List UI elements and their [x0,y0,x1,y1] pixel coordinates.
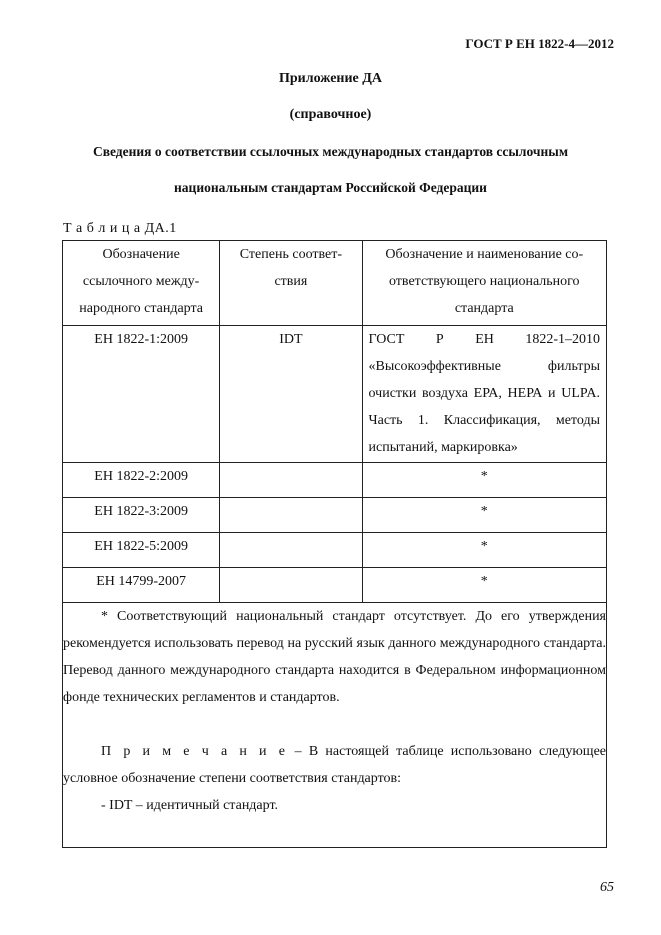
correspondence-table [62,240,607,848]
column-header-national-standard [362,241,606,326]
table-header-row [63,241,607,326]
degree-cell [220,533,362,568]
national-standard-cell: * [362,568,606,603]
table-row [63,326,607,463]
designation-cell: ЕН 1822-2:2009 [63,463,220,498]
column-header-designation [63,241,220,326]
note-text: – В настоящей таблице использовано следующее условное обозначение степени соответствия стандартов: [63,744,606,786]
document-code: ГОСТ Р ЕН 1822-4—2012 [465,36,614,51]
designation-cell: ЕН 1822-3:2009 [63,498,220,533]
header-line: ссылочного между- [82,274,200,289]
national-standard-cell: * [362,498,606,533]
header-line: Степень соответ- [239,247,343,262]
table-footnote-row [63,603,607,848]
national-standard-cell: * [362,463,606,498]
header-line: Обозначение [102,247,180,262]
header-line: ответствующего национального [388,274,580,289]
note-paragraph [63,738,606,792]
appendix-heading-line2: национальным стандартам Российской Федерации [174,180,487,195]
table-caption: Т а б л и ц а ДА.1 [63,221,177,236]
degree-cell: IDT [220,326,362,463]
header-line: стандарта [454,301,514,316]
appendix-title: Приложение ДА [278,71,383,86]
header-line: ствия [274,274,308,289]
page-number: 65 [600,880,614,895]
national-standard-cell: ГОСТ Р ЕН 1822-1–2010 «Высокоэффективные фильтры очистки воздуха ЕРА, НЕРА и ULPA. Часть 1. Классификация, методы испытаний, маркировка» [362,326,606,463]
designation-cell: ЕН 14799-2007 [63,568,220,603]
header-line: народного стандарта [79,301,203,316]
footnote-cell [63,603,607,848]
table-row [63,463,607,498]
designation-cell: ЕН 1822-1:2009 [63,326,220,463]
note-item: - IDT – идентичный стандарт. [101,798,279,813]
table-row [63,568,607,603]
degree-cell [220,568,362,603]
appendix-status: (справочное) [289,107,372,122]
note-label: П р и м е ч а н и е [101,744,288,759]
national-standard-cell: * [362,533,606,568]
appendix-heading-line1: Сведения о соответствии ссылочных международных стандартов ссылочным [92,144,569,159]
table-row [63,498,607,533]
spacer [63,711,606,738]
column-header-degree [220,241,362,326]
table-row [63,533,607,568]
header-line: Обозначение и наименование со- [385,247,584,262]
degree-cell [220,498,362,533]
designation-cell: ЕН 1822-5:2009 [63,533,220,568]
degree-cell [220,463,362,498]
footnote-text: * Соответствующий национальный стандарт отсутствует. До его утверждения рекомендуется использовать перевод на русский язык данного международного стандарта. Перевод данного международного стандарта находится в Федеральном информационном фонде технических регламентов и стандартов. [63,609,606,705]
